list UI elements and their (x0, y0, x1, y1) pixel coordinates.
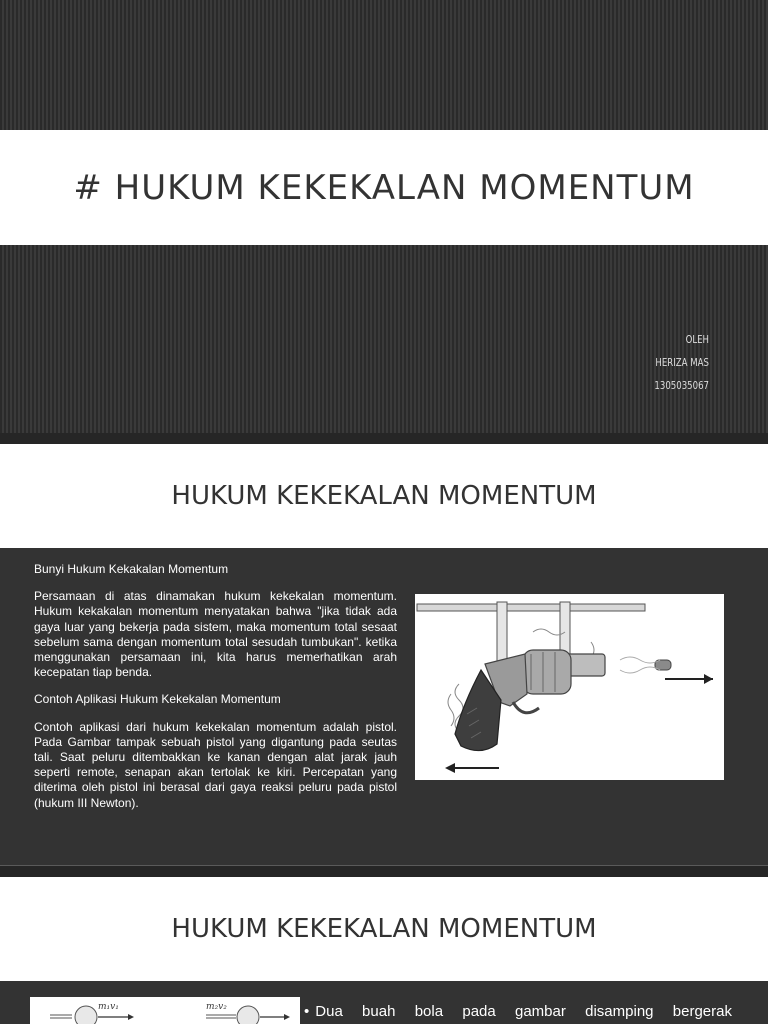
slide-divider (0, 433, 768, 444)
slide2-heading: HUKUM KEKEKALAN MOMENTUM (171, 481, 597, 511)
slide2-text-column (34, 560, 397, 823)
title-slide-title-band (0, 130, 768, 245)
title-slide-heading: # HUKUM KEKEKALAN MOMENTUM (73, 167, 695, 208)
two-balls-illustration (30, 997, 300, 1024)
revolver-recoil-illustration (415, 594, 724, 780)
author-line-id: 1305035067 (654, 379, 709, 392)
slide2-title-band (0, 444, 768, 548)
slide3-title-band (0, 877, 768, 981)
bullet-item (304, 1002, 732, 1021)
title-slide-top-band (0, 0, 768, 130)
bullet-text: Dua buah bola pada gambar disamping bergerak (315, 1003, 732, 1020)
bullet-dot-icon: • (304, 1003, 310, 1020)
colliding-balls-icon (30, 997, 300, 1024)
fig-label-ball2: m₂v₂ (206, 1002, 227, 1012)
author-block (654, 328, 709, 397)
author-line-by: OLEH (685, 333, 709, 346)
author-line-name: HERIZA MAS (655, 356, 709, 369)
paragraph-example: Contoh aplikasi dari hukum kekekalan momentum adalah pistol. Pada Gambar tampak sebuah pistol yang digantung pada seutas tali. Saat peluru ditembakkan ke kanan dengan alat jarak jauh seperti remote, senapan akan tertolak ke kiri. Percepatan yang diterima oleh pistol ini berasal dari gaya reaksi peluru pada pistol (hukum III Newton). (34, 719, 397, 810)
paragraph-law: Persamaan di atas dinamakan hukum kekekalan momentum. Hukum kekakalan momentum menyatakan bahwa "jika tidak ada gaya luar yang bekerja pada sistem, maka momentum total sesaat sebelum sama dengan momentum total sesudah tumbukan". ketika menggunakan persamaan ini, kita harus memerhatikan arah kecepatan tiap benda. (34, 589, 397, 680)
slide-divider (0, 865, 768, 877)
title-slide-bottom-band (0, 245, 768, 433)
slide3-content (0, 981, 768, 1024)
section-heading-law: Bunyi Hukum Kekakalan Momentum (34, 562, 229, 576)
section-heading-example: Contoh Aplikasi Hukum Kekekalan Momentum (34, 692, 281, 707)
slide2-content (0, 548, 768, 865)
revolver-icon (415, 594, 724, 780)
fig-label-ball1: m₁v₁ (98, 1002, 119, 1012)
slide3-heading: HUKUM KEKEKALAN MOMENTUM (171, 914, 597, 944)
